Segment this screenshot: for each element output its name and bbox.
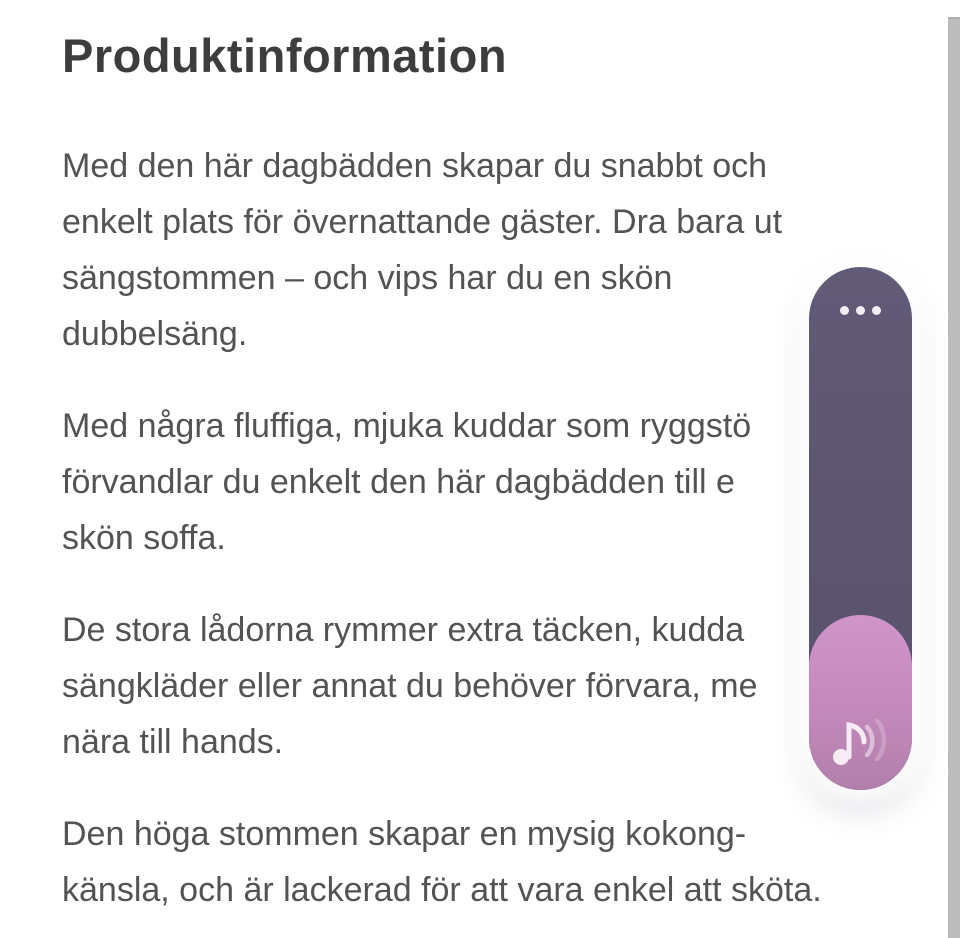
ellipsis-icon (840, 306, 849, 315)
text-line: enkelt plats för övernattande gäster. Dra bara ut (62, 203, 783, 241)
page-title: Produktinformation (62, 29, 508, 82)
ellipsis-icon (872, 306, 881, 315)
text-line: sängstommen – och vips har du en skön (62, 259, 673, 297)
paragraph-sofa (62, 398, 912, 566)
audio-player-widget[interactable] (809, 267, 912, 790)
text-line: Med några fluffiga, mjuka kuddar som ryggstö (62, 407, 752, 445)
more-options-button[interactable] (809, 306, 912, 315)
text-line: sängkläder eller annat du behöver förvara, me (62, 667, 758, 705)
text-line: nära till hands. (62, 723, 284, 761)
music-note-icon (831, 713, 895, 773)
play-audio-button[interactable] (809, 615, 912, 790)
text-line: Med den här dagbädden skapar du snabbt och (62, 147, 768, 185)
paragraph-intro (62, 138, 912, 362)
paragraph-frame (62, 806, 912, 918)
text-line: skön soffa. (62, 519, 226, 557)
text-line: känsla, och är lackerad för att vara enkel att sköta. (62, 871, 822, 909)
text-line: förvandlar du enkelt den här dagbädden till e (62, 463, 735, 501)
text-line: Den höga stommen skapar en mysig kokong- (62, 815, 747, 853)
paragraph-storage (62, 602, 912, 770)
text-line: dubbelsäng. (62, 315, 248, 353)
scrollbar-thumb[interactable] (948, 17, 960, 938)
text-line: De stora lådorna rymmer extra täcken, kudda (62, 611, 745, 649)
ellipsis-icon (856, 306, 865, 315)
